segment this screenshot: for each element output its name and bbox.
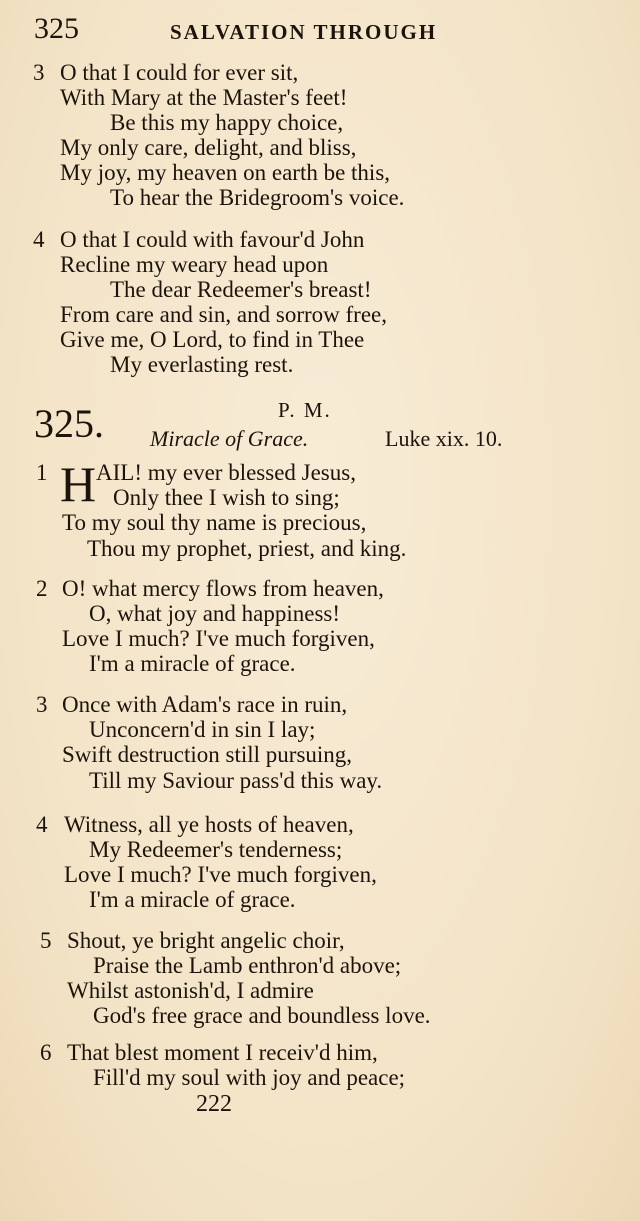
verse-line: God's free grace and boundless love. <box>93 1003 431 1028</box>
verse-line: That blest moment I receiv'd him, <box>67 1040 378 1065</box>
verse-line: Witness, all ye hosts of heaven, <box>64 812 354 837</box>
verse-line: Unconcern'd in sin I lay; <box>89 717 316 742</box>
verse-line: Till my Saviour pass'd this way. <box>89 768 383 793</box>
verse-line: To my soul thy name is precious, <box>62 510 367 535</box>
verse-line: My Redeemer's tenderness; <box>89 837 343 862</box>
signature-mark: 222 <box>196 1091 232 1117</box>
hymn-meter: P. M. <box>278 398 332 422</box>
verse-line: Thou my prophet, priest, and king. <box>87 536 407 561</box>
verse-line: My joy, my heaven on earth be this, <box>60 160 391 185</box>
running-title: SALVATION THROUGH <box>170 20 438 44</box>
verse-line: Be this my happy choice, <box>110 110 344 135</box>
verse-line: O! what mercy flows from heaven, <box>62 576 384 601</box>
verse-line: Fill'd my soul with joy and peace; <box>93 1065 406 1090</box>
verse-line: My everlasting rest. <box>110 352 294 377</box>
verse-line: AIL! my ever blessed Jesus, <box>96 460 356 485</box>
verse-line: O that I could with favour'd John <box>60 227 365 252</box>
verse-number: 3 <box>33 60 45 85</box>
verse-line: Shout, ye bright angelic choir, <box>67 928 345 953</box>
verse-number: 5 <box>40 928 52 953</box>
verse-line: Love I much? I've much forgiven, <box>62 626 375 651</box>
verse-number: 3 <box>36 692 48 717</box>
verse-line: Praise the Lamb enthron'd above; <box>93 953 402 978</box>
verse-line: Swift destruction still pursuing, <box>62 742 353 767</box>
verse-line: With Mary at the Master's feet! <box>60 85 348 110</box>
verse-line: I'm a miracle of grace. <box>89 887 296 912</box>
verse-line: Only thee I wish to sing; <box>113 485 340 510</box>
verse-number: 2 <box>36 576 48 601</box>
verse-number: 1 <box>36 460 48 485</box>
verse-number: 4 <box>33 227 45 252</box>
hymn-number: 325. <box>34 401 104 446</box>
verse-line: Once with Adam's race in ruin, <box>62 692 348 717</box>
drop-cap: H <box>60 456 97 512</box>
verse-number: 6 <box>40 1040 52 1065</box>
verse-line: Recline my weary head upon <box>60 252 329 277</box>
verse-line: My only care, delight, and bliss, <box>60 135 357 160</box>
hymn-title: Miracle of Grace. <box>150 426 309 451</box>
scripture-reference: Luke xix. 10. <box>385 426 503 451</box>
verse-line: Whilst astonish'd, I admire <box>67 978 314 1003</box>
verse-line: The dear Redeemer's breast! <box>110 277 372 302</box>
verse-line: O, what joy and happiness! <box>89 601 341 626</box>
page-number: 325 <box>34 12 79 45</box>
verse-line: To hear the Bridegroom's voice. <box>110 185 405 210</box>
verse-number: 4 <box>36 812 48 837</box>
verse-line: Give me, O Lord, to find in Thee <box>60 327 365 352</box>
verse-line: O that I could for ever sit, <box>60 60 299 85</box>
verse-line: I'm a miracle of grace. <box>89 651 296 676</box>
verse-line: From care and sin, and sorrow free, <box>60 302 387 327</box>
verse-line: Love I much? I've much forgiven, <box>64 862 377 887</box>
